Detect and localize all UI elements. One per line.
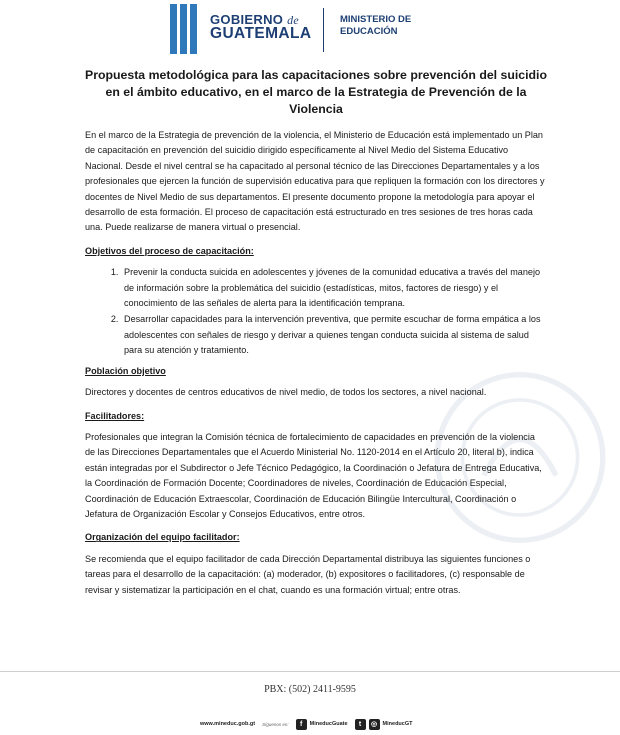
- objetivos-heading: Objetivos del proceso de capacitación:: [85, 245, 254, 256]
- facebook-handle[interactable]: MineducGuate: [309, 721, 348, 727]
- instagram-icon[interactable]: ◎: [369, 719, 380, 730]
- document-body: [85, 67, 547, 606]
- list-item: 2. Desarrollar capacidades para la intervención preventiva, que permite escuchar de forma empática a los adolescentes con señales de riesgo y derivar a quienes tengan conducta suicida al sistema de salud para su atención y tratamiento.: [121, 312, 547, 358]
- list-item: 1. Prevenir la conducta suicida en adolescentes y jóvenes de la comunidad educativa a través del manejo de información sobre la problemática del suicidio (estadísticas, mitos, factores de riesgo) y el conocimiento de las señales de alerta para la identificación temprana.: [121, 265, 547, 311]
- twitter-icon[interactable]: t: [355, 719, 366, 730]
- footer-divider: [0, 671, 620, 672]
- website-link[interactable]: www.mineduc.gob.gt: [200, 721, 256, 727]
- government-flag-icon: [170, 4, 202, 54]
- poblacion-paragraph: Directores y docentes de centros educativos de nivel medio, de todos los sectores, a nivel nacional.: [85, 387, 487, 398]
- footer-phone: PBX: (502) 2411-9595: [264, 684, 356, 695]
- header-divider: [323, 8, 324, 52]
- follow-label: Síguenos en:: [262, 721, 289, 727]
- footer-social-links: [200, 717, 413, 731]
- objetivos-list: [85, 265, 547, 358]
- poblacion-heading: Población objetivo: [85, 365, 166, 376]
- facebook-icon[interactable]: f: [296, 719, 307, 730]
- intro-paragraph: En el marco de la Estrategia de prevención de la violencia, el Ministerio de Educación está implementado un Plan de capacitación en prevención del suicidio dirigido específicamente al Nivel Medio del Sistema Educativo Nacional. Desde el nivel central se ha capacitado al personal técnico de las Direcciones Departamentales y a los profesionales que ejercen la función de supervisión educativa para que repliquen la formación con los directores y docentes de Nivel Medio de sus departamentos. El presente documento propone la metodología para apoyar el desarrollo de esta formación. El proceso de capacitación está estructurado en tres sesiones de tres horas cada una. Puede realizarse de manera virtual o presencial.: [85, 130, 545, 233]
- document-title: Propuesta metodológica para las capacitaciones sobre prevención del suicidio en el ámbito educativo, en el marco de la Estrategia de Prevención de la Violencia: [85, 68, 547, 116]
- header-logo: [170, 4, 450, 56]
- gobierno-guatemala-logo: GOBIERNO de GUATEMALA: [210, 12, 312, 42]
- organizacion-heading: Organización del equipo facilitador:: [85, 532, 240, 543]
- organizacion-paragraph: Se recomienda que el equipo facilitador de cada Dirección Departamental distribuya las siguientes funciones o tareas para el desarrollo de la capacitación: (a) moderador, (b) expositores o facilitadores, (c) responsable de revisar y sistematizar la participación en el chat, cuando es una formación virtual; entre otras.: [85, 553, 531, 595]
- instagram-handle[interactable]: MineducGT: [382, 721, 413, 727]
- facilitadores-paragraph: Profesionales que integran la Comisión técnica de fortalecimiento de capacidades en prevención de la violencia de las Direcciones Departamentales que el Acuerdo Ministerial No. 1120-2014 en el Artículo 20, literal b), indica están integradas por el Subdirector o Jefe Técnico Pedagógico, la Coordinación o Jefatura de Entrega Educativa, la Coordinación de Formación Docente; Coordinadores de niveles, Coordinación de Educación Especial, Coordinación de Educación Extraescolar, Coordinación de Educación Bilingüe Intercultural, Coordinación o Jefatura de Organización Escolar y Consejos Educativos, entre otros.: [85, 431, 542, 519]
- ministerio-logo: MINISTERIO DE EDUCACIÓN: [340, 14, 412, 37]
- facilitadores-heading: Facilitadores:: [85, 410, 145, 421]
